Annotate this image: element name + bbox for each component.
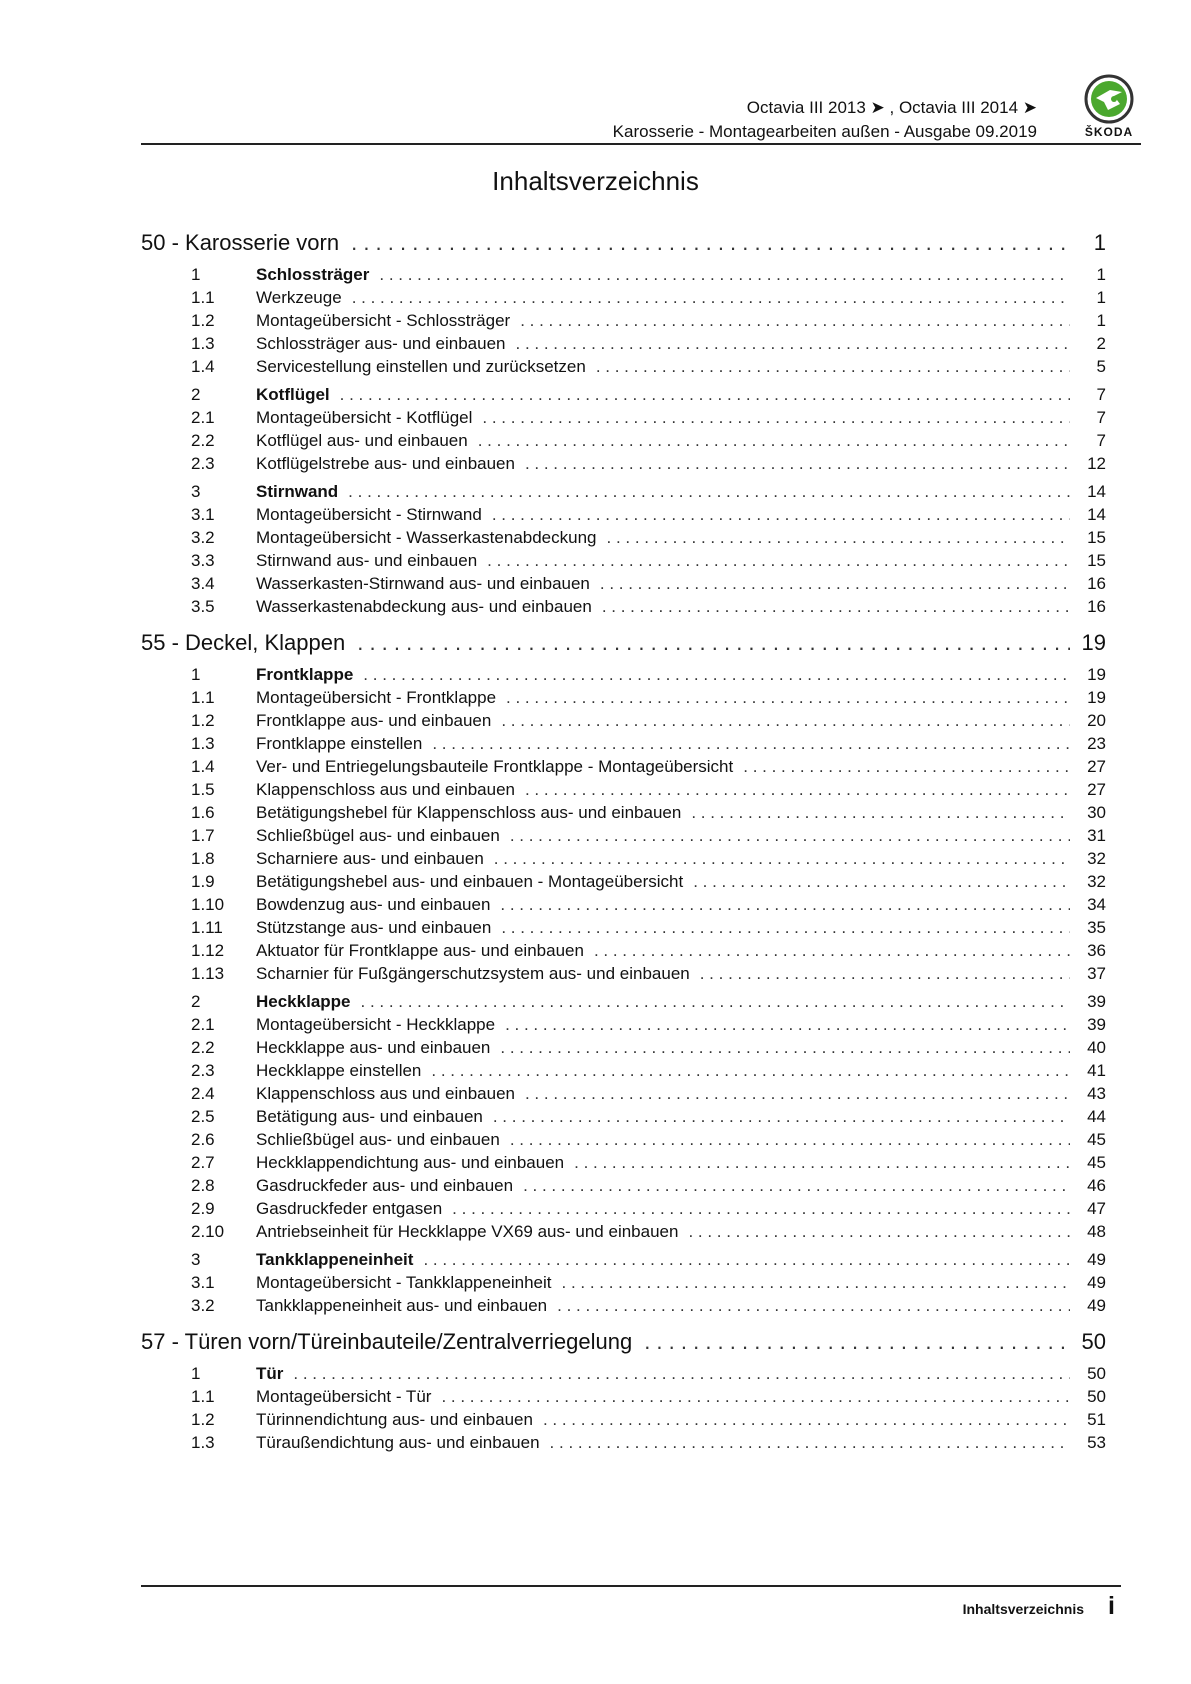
toc-entry-label: Scharnier für Fußgängerschutzsystem aus- und einbauen <box>256 964 690 983</box>
toc-section-row[interactable] <box>141 265 1106 288</box>
toc-entry-label: 50 - Karosserie vorn <box>141 230 340 255</box>
footer-page-number: i <box>1108 1592 1115 1620</box>
toc-dot-leader <box>492 505 1070 525</box>
toc-entry-page: 50 <box>1087 1364 1106 1383</box>
toc-entry-number: 1.4 <box>191 757 215 776</box>
toc-dot-leader <box>562 1273 1071 1293</box>
toc-dot-leader <box>574 1153 1070 1173</box>
toc-sub-row[interactable] <box>141 1107 1106 1130</box>
toc-dot-leader <box>432 734 1070 754</box>
toc-sub-row[interactable] <box>141 941 1106 964</box>
toc-entry-number: 2.6 <box>191 1130 215 1149</box>
toc-entry-page: 51 <box>1087 1410 1106 1429</box>
toc-entry-page: 12 <box>1087 454 1106 473</box>
toc-sub-row[interactable] <box>141 1084 1106 1107</box>
toc-entry-page: 16 <box>1087 597 1106 616</box>
header-rule <box>141 143 1141 145</box>
footer-rule <box>141 1585 1121 1587</box>
toc-entry-number: 1.13 <box>191 964 225 983</box>
toc-dot-leader <box>600 574 1070 594</box>
toc-entry-number: 3 <box>191 482 201 501</box>
toc-entry-page: 36 <box>1087 941 1106 960</box>
toc-sub-row[interactable] <box>141 408 1106 431</box>
toc-entry-label: Tankklappeneinheit aus- und einbauen <box>256 1296 548 1315</box>
toc-sub-row[interactable] <box>141 1387 1106 1410</box>
toc-entry-number: 1.7 <box>191 826 215 845</box>
toc-entry-page: 39 <box>1087 992 1106 1011</box>
toc-entry-label: Montageübersicht - Stirnwand <box>256 505 482 524</box>
toc-chapter-row[interactable] <box>141 230 1106 260</box>
toc-entry-page: 7 <box>1096 408 1106 427</box>
toc-entry-label: Wasserkastenabdeckung aus- und einbauen <box>256 597 592 616</box>
toc-entry-label: Kotflügelstrebe aus- und einbauen <box>256 454 515 473</box>
toc-section-row[interactable] <box>141 992 1106 1015</box>
toc-entry-label: Klappenschloss aus und einbauen <box>256 1084 515 1103</box>
toc-entry-number: 2.1 <box>191 1015 215 1034</box>
toc-entry-page: 45 <box>1087 1130 1106 1149</box>
toc-entry-label: Antriebseinheit für Heckklappe VX69 aus- und einbauen <box>256 1222 679 1241</box>
toc-entry-page: 46 <box>1087 1176 1106 1195</box>
toc-entry-label: Schließbügel aus- und einbauen <box>256 1130 500 1149</box>
toc-sub-row[interactable] <box>141 1130 1106 1153</box>
toc-entry-page: 53 <box>1087 1433 1106 1452</box>
toc-dot-leader <box>351 230 1070 256</box>
toc-entry-label: Montageübersicht - Wasserkastenabdeckung <box>256 528 597 547</box>
toc-dot-leader <box>478 431 1070 451</box>
toc-entry-label: Schlossträger <box>256 265 370 284</box>
toc-entry-number: 1.9 <box>191 872 215 891</box>
toc-section-row[interactable] <box>141 665 1106 688</box>
toc-entry-page: 44 <box>1087 1107 1106 1126</box>
toc-entry-number: 1.1 <box>191 288 215 307</box>
toc-entry-label: Klappenschloss aus und einbauen <box>256 780 515 799</box>
toc-section-row[interactable] <box>141 1250 1106 1273</box>
toc-entry-label: Heckklappe <box>256 992 351 1011</box>
toc-dot-leader <box>431 1061 1070 1081</box>
toc-entry-label: Wasserkasten-Stirnwand aus- und einbauen <box>256 574 590 593</box>
toc-entry-page: 14 <box>1087 505 1106 524</box>
toc-sub-row[interactable] <box>141 288 1106 311</box>
toc-dot-leader <box>743 757 1070 777</box>
toc-sub-row[interactable] <box>141 1410 1106 1433</box>
toc-entry-page: 16 <box>1087 574 1106 593</box>
toc-entry-page: 1 <box>1096 265 1106 284</box>
toc-dot-leader <box>691 803 1070 823</box>
toc-entry-number: 2.3 <box>191 454 215 473</box>
toc-sub-row[interactable] <box>141 711 1106 734</box>
toc-entry-label: Montageübersicht - Schlossträger <box>256 311 511 330</box>
toc-entry-number: 1.11 <box>191 918 223 937</box>
toc-entry-number: 2 <box>191 992 201 1011</box>
toc-entry-page: 19 <box>1087 665 1106 684</box>
toc-entry-page: 49 <box>1087 1273 1106 1292</box>
toc-entry-page: 19 <box>1087 688 1106 707</box>
toc-entry-number: 1.4 <box>191 357 215 376</box>
toc-entry-page: 43 <box>1087 1084 1106 1103</box>
toc-dot-leader <box>557 1296 1070 1316</box>
toc-entry-number: 3.1 <box>191 505 215 524</box>
toc-dot-leader <box>493 1107 1070 1127</box>
toc-entry-label: Servicestellung einstellen und zurücksetzen <box>256 357 586 376</box>
toc-dot-leader <box>506 688 1070 708</box>
toc-entry-label: Montageübersicht - Tür <box>256 1387 432 1406</box>
toc-dot-leader <box>352 288 1070 308</box>
toc-entry-number: 1 <box>191 1364 201 1383</box>
skoda-logo-text: ŠKODA <box>1084 125 1134 139</box>
toc-entry-number: 3.1 <box>191 1273 215 1292</box>
toc-entry-number: 1.1 <box>191 688 215 707</box>
toc-entry-number: 1.2 <box>191 711 215 730</box>
toc-entry-page: 30 <box>1087 803 1106 822</box>
toc-entry-label: Schlossträger aus- und einbauen <box>256 334 506 353</box>
toc-dot-leader <box>688 1222 1070 1242</box>
toc-entry-page: 2 <box>1096 334 1106 353</box>
toc-entry-page: 45 <box>1087 1153 1106 1172</box>
toc-entry-label: 57 - Türen vorn/Türeinbauteile/Zentralverriegelung <box>141 1329 633 1354</box>
toc-entry-page: 32 <box>1087 849 1106 868</box>
toc-entry-label: Gasdruckfeder entgasen <box>256 1199 443 1218</box>
toc-sub-row[interactable] <box>141 964 1106 987</box>
toc-entry-label: Heckklappe einstellen <box>256 1061 422 1080</box>
toc-entry-label: Stirnwand <box>256 482 339 501</box>
toc-dot-leader <box>494 849 1070 869</box>
toc-entry-page: 7 <box>1096 385 1106 404</box>
toc-entry-number: 1.3 <box>191 1433 215 1452</box>
toc-entry-label: Frontklappe einstellen <box>256 734 423 753</box>
toc-entry-label: Montageübersicht - Frontklappe <box>256 688 497 707</box>
toc-sub-row[interactable] <box>141 1176 1106 1199</box>
toc-entry-number: 2.3 <box>191 1061 215 1080</box>
toc-entry-page: 19 <box>1081 630 1106 655</box>
toc-entry-number: 3.2 <box>191 528 215 547</box>
toc-entry-label: Türaußendichtung aus- und einbauen <box>256 1433 540 1452</box>
toc-entry-label: Türinnendichtung aus- und einbauen <box>256 1410 533 1429</box>
toc-entry-label: Kotflügel <box>256 385 330 404</box>
toc-entry-page: 37 <box>1087 964 1106 983</box>
toc-entry-label: Bowdenzug aus- und einbauen <box>256 895 491 914</box>
toc-dot-leader <box>543 1410 1070 1430</box>
toc-entry-number: 2.9 <box>191 1199 215 1218</box>
toc-entry-label: Betätigung aus- und einbauen <box>256 1107 483 1126</box>
toc-entry-page: 41 <box>1087 1061 1106 1080</box>
toc-sub-row[interactable] <box>141 528 1106 551</box>
toc-entry-number: 2.4 <box>191 1084 215 1103</box>
toc-entry-label: 55 - Deckel, Klappen <box>141 630 346 655</box>
toc-entry-page: 39 <box>1087 1015 1106 1034</box>
toc-sub-row[interactable] <box>141 431 1106 454</box>
toc-dot-leader <box>363 665 1070 685</box>
toc-entry-page: 40 <box>1087 1038 1106 1057</box>
toc-entry-label: Stirnwand aus- und einbauen <box>256 551 478 570</box>
toc-sub-row[interactable] <box>141 1199 1106 1222</box>
toc-sub-row[interactable] <box>141 357 1106 380</box>
toc-entry-number: 2.2 <box>191 1038 215 1057</box>
toc-sub-row[interactable] <box>141 895 1106 918</box>
toc-entry-page: 1 <box>1093 230 1106 255</box>
toc-dot-leader <box>361 992 1071 1012</box>
toc-sub-row[interactable] <box>141 1273 1106 1296</box>
toc-dot-leader <box>501 918 1070 938</box>
toc-entry-page: 20 <box>1087 711 1106 730</box>
toc-sub-row[interactable] <box>141 505 1106 528</box>
toc-entry-page: 1 <box>1096 311 1106 330</box>
toc-sub-row[interactable] <box>141 1222 1106 1245</box>
toc-entry-label: Scharniere aus- und einbauen <box>256 849 484 868</box>
toc-sub-row[interactable] <box>141 826 1106 849</box>
toc-entry-page: 48 <box>1087 1222 1106 1241</box>
page-header <box>141 70 1134 145</box>
toc-entry-number: 1.2 <box>191 1410 215 1429</box>
toc-entry-page: 27 <box>1087 757 1106 776</box>
toc-dot-leader <box>452 1199 1070 1219</box>
toc-entry-page: 7 <box>1096 431 1106 450</box>
toc-entry-label: Gasdruckfeder aus- und einbauen <box>256 1176 514 1195</box>
toc-chapter-row[interactable] <box>141 630 1106 660</box>
toc-entry-label: Frontklappe <box>256 665 354 684</box>
toc-sub-row[interactable] <box>141 757 1106 780</box>
toc-entry-label: Aktuator für Frontklappe aus- und einbauen <box>256 941 584 960</box>
toc-sub-row[interactable] <box>141 849 1106 872</box>
toc-entry-number: 1.8 <box>191 849 215 868</box>
toc-entry-page: 49 <box>1087 1250 1106 1269</box>
toc-dot-leader <box>500 1038 1070 1058</box>
toc-entry-page: 35 <box>1087 918 1106 937</box>
toc-entry-page: 15 <box>1087 551 1106 570</box>
toc-dot-leader <box>340 385 1070 405</box>
toc-sub-row[interactable] <box>141 1153 1106 1176</box>
toc-entry-number: 1.12 <box>191 941 225 960</box>
toc-entry-label: Ver- und Entriegelungsbauteile Frontklappe - Montageübersicht <box>256 757 734 776</box>
toc-entry-number: 3 <box>191 1250 201 1269</box>
toc-entry-number: 3.4 <box>191 574 215 593</box>
toc-sub-row[interactable] <box>141 597 1106 620</box>
toc-entry-page: 50 <box>1087 1387 1106 1406</box>
toc-entry-label: Heckklappe aus- und einbauen <box>256 1038 491 1057</box>
toc-entry-number: 2.2 <box>191 431 215 450</box>
toc-sub-row[interactable] <box>141 311 1106 334</box>
toc-entry-label: Schließbügel aus- und einbauen <box>256 826 500 845</box>
toc-dot-leader <box>525 1084 1070 1104</box>
toc-entry-label: Montageübersicht - Kotflügel <box>256 408 473 427</box>
toc-dot-leader <box>525 454 1070 474</box>
toc-sub-row[interactable] <box>141 1061 1106 1084</box>
toc-entry-number: 2.7 <box>191 1153 215 1172</box>
toc-dot-leader <box>441 1387 1070 1407</box>
toc-sub-row[interactable] <box>141 1015 1106 1038</box>
toc-dot-leader <box>607 528 1071 548</box>
toc-entry-number: 1.3 <box>191 734 215 753</box>
toc-entry-number: 1.6 <box>191 803 215 822</box>
toc-entry-label: Betätigungshebel aus- und einbauen - Montageübersicht <box>256 872 684 891</box>
toc-entry-label: Stützstange aus- und einbauen <box>256 918 492 937</box>
toc-entry-label: Betätigungshebel für Klappenschloss aus- und einbauen <box>256 803 682 822</box>
toc-entry-label: Montageübersicht - Tankklappeneinheit <box>256 1273 552 1292</box>
toc-sub-row[interactable] <box>141 918 1106 941</box>
toc-entry-label: Tür <box>256 1364 284 1383</box>
toc-entry-page: 31 <box>1087 826 1106 845</box>
toc-entry-number: 1.1 <box>191 1387 215 1406</box>
toc-dot-leader <box>423 1250 1070 1270</box>
toc-dot-leader <box>487 551 1070 571</box>
toc-chapter-row[interactable] <box>141 1329 1106 1359</box>
toc-entry-label: Kotflügel aus- und einbauen <box>256 431 468 450</box>
toc-sub-row[interactable] <box>141 334 1106 357</box>
toc-entry-number: 2.10 <box>191 1222 225 1241</box>
toc-dot-leader <box>602 597 1070 617</box>
toc-entry-page: 1 <box>1096 288 1106 307</box>
toc-entry-label: Montageübersicht - Heckklappe <box>256 1015 496 1034</box>
toc-sub-row[interactable] <box>141 734 1106 757</box>
toc-dot-leader <box>510 1130 1070 1150</box>
toc-sub-row[interactable] <box>141 780 1106 803</box>
toc-entry-label: Frontklappe aus- und einbauen <box>256 711 492 730</box>
toc-sub-row[interactable] <box>141 688 1106 711</box>
toc-sub-row[interactable] <box>141 1433 1106 1456</box>
toc-section-row[interactable] <box>141 482 1106 505</box>
toc-dot-leader <box>525 780 1070 800</box>
header-vehicle-models: Octavia III 2013 ➤ , Octavia III 2014 ➤ <box>746 98 1037 117</box>
header-manual-title: Karosserie - Montagearbeiten außen - Ausgabe 09.2019 <box>612 122 1037 141</box>
toc-sub-row[interactable] <box>141 803 1106 826</box>
toc-entry-number: 1 <box>191 665 201 684</box>
toc-entry-number: 2.1 <box>191 408 215 427</box>
toc-sub-row[interactable] <box>141 1296 1106 1319</box>
toc-dot-leader <box>520 311 1070 331</box>
toc-section-row[interactable] <box>141 1364 1106 1387</box>
toc-dot-leader <box>505 1015 1070 1035</box>
toc-dot-leader <box>348 482 1070 502</box>
toc-entry-page: 50 <box>1081 1329 1106 1354</box>
toc-entry-page: 34 <box>1087 895 1106 914</box>
toc-dot-leader <box>550 1433 1070 1453</box>
toc-entry-page: 47 <box>1087 1199 1106 1218</box>
toc-entry-page: 27 <box>1087 780 1106 799</box>
skoda-logo-icon <box>1084 74 1134 124</box>
toc-entry-page: 15 <box>1087 528 1106 547</box>
toc-entry-number: 3.3 <box>191 551 215 570</box>
toc-dot-leader <box>510 826 1070 846</box>
toc-entry-number: 1.10 <box>191 895 225 914</box>
toc-entry-number: 1.3 <box>191 334 215 353</box>
toc-entry-number: 1.2 <box>191 311 215 330</box>
toc-entry-number: 1 <box>191 265 201 284</box>
toc-entry-page: 14 <box>1087 482 1106 501</box>
toc-entry-number: 1.5 <box>191 780 215 799</box>
toc-dot-leader <box>596 357 1070 377</box>
toc-dot-leader <box>693 872 1070 892</box>
toc-dot-leader <box>594 941 1070 961</box>
skoda-logo <box>1077 74 1141 144</box>
toc-dot-leader <box>523 1176 1070 1196</box>
toc-dot-leader <box>516 334 1071 354</box>
toc-dot-leader <box>700 964 1070 984</box>
toc-entry-page: 23 <box>1087 734 1106 753</box>
toc-section-row[interactable] <box>141 385 1106 408</box>
toc-dot-leader <box>644 1329 1070 1355</box>
toc-dot-leader <box>482 408 1070 428</box>
toc-entry-number: 3.5 <box>191 597 215 616</box>
toc-entry-page: 32 <box>1087 872 1106 891</box>
table-of-contents <box>141 230 1106 1456</box>
toc-entry-page: 49 <box>1087 1296 1106 1315</box>
toc-sub-row[interactable] <box>141 1038 1106 1061</box>
toc-dot-leader <box>293 1364 1070 1384</box>
toc-sub-row[interactable] <box>141 551 1106 574</box>
toc-dot-leader <box>500 895 1070 915</box>
toc-dot-leader <box>357 630 1070 656</box>
toc-entry-label: Werkzeuge <box>256 288 342 307</box>
toc-entry-number: 2 <box>191 385 201 404</box>
toc-entry-number: 2.5 <box>191 1107 215 1126</box>
toc-entry-label: Heckklappendichtung aus- und einbauen <box>256 1153 565 1172</box>
toc-sub-row[interactable] <box>141 454 1106 477</box>
toc-entry-number: 2.8 <box>191 1176 215 1195</box>
page-title: Inhaltsverzeichnis <box>492 166 699 196</box>
toc-entry-label: Tankklappeneinheit <box>256 1250 414 1269</box>
footer-label: Inhaltsverzeichnis <box>962 1601 1084 1617</box>
toc-dot-leader <box>501 711 1070 731</box>
toc-sub-row[interactable] <box>141 574 1106 597</box>
toc-entry-page: 5 <box>1096 357 1106 376</box>
toc-sub-row[interactable] <box>141 872 1106 895</box>
toc-entry-number: 3.2 <box>191 1296 215 1315</box>
toc-dot-leader <box>379 265 1070 285</box>
